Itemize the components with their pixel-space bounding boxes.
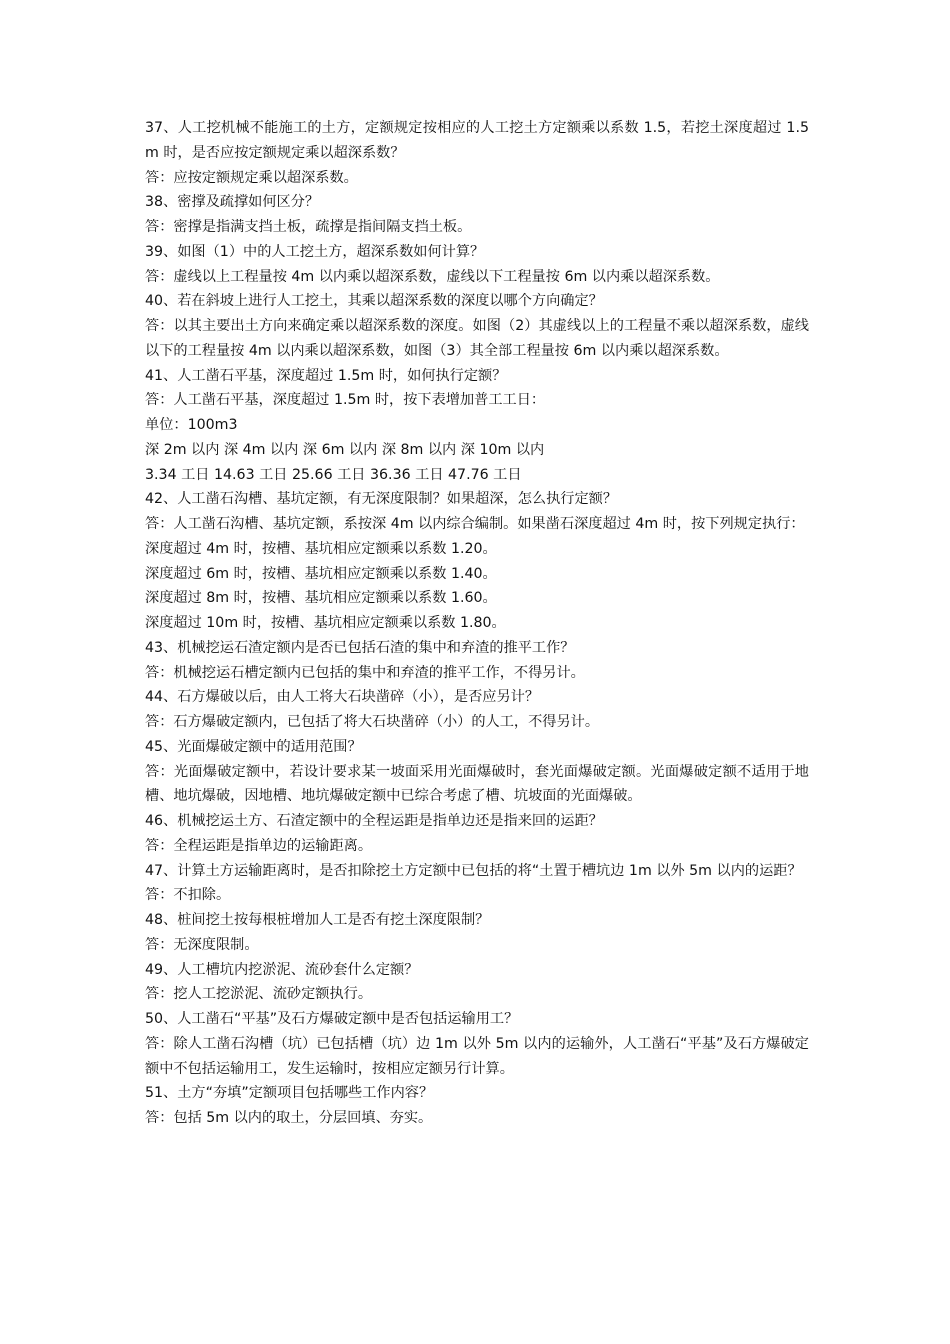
document-line: 45、光面爆破定额中的适用范围？ [145, 738, 362, 755]
document-line: 深度超过 10m 时，按槽、基坑相应定额乘以系数 1.80。 [145, 615, 506, 631]
document-line: 答：人工凿石平基，深度超过 1.5m 时，按下表增加普工工日： [145, 392, 546, 409]
document-line: 3.34 工日 14.63 工日 25.66 工日 36.36 工日 47.76 工日 [145, 466, 522, 483]
document-line: 深 2m 以内 深 4m 以内 深 6m 以内 深 8m 以内 深 10m 以内 [145, 441, 545, 458]
document-line: 答：全程运距是指单边的运输距离。 [145, 837, 373, 854]
document-line: 答：虚线以上工程量按 4m 以内乘以超深系数，虚线以下工程量按 6m 以内乘以超深系数。 [145, 268, 720, 285]
document-line: 答：不扣除。 [145, 887, 231, 904]
document-line: 44、石方爆破以后，由人工将大石块凿碎（小），是否应另计？ [145, 689, 540, 706]
document-line: 答：以其主要出土方向来确定乘以超深系数的深度。如图（2）其虚线以上的工程量不乘以超深系数，虚线以下的工程量按 4m 以内乘以超深系数，如图（3）其全部工程量按 6m 以内乘以超深系数。 [145, 318, 809, 359]
document-line: 49、人工槽坑内挖淤泥、流砂套什么定额？ [145, 961, 419, 978]
document-line: 50、人工凿石“平基”及石方爆破定额中是否包括运输用工？ [145, 1011, 519, 1027]
document-line: 37、人工挖机械不能施工的土方，定额规定按相应的人工挖土方定额乘以系数 1.5，若挖土深度超过 1.5m 时，是否应按定额规定乘以超深系数？ [145, 120, 809, 161]
document-line: 40、若在斜坡上进行人工挖土，其乘以超深系数的深度以哪个方向确定？ [145, 293, 603, 310]
document-line: 39、如图（1）中的人工挖土方，超深系数如何计算？ [145, 243, 485, 260]
document-line: 41、人工凿石平基，深度超过 1.5m 时，如何执行定额？ [145, 367, 507, 384]
document-line: 答：光面爆破定额中，若设计要求某一坡面采用光面爆破时，套光面爆破定额。光面爆破定额不适用于地槽、地坑爆破，因地槽、地坑爆破定额中已综合考虑了槽、坑坡面的光面爆破。 [145, 763, 809, 805]
document-line: 答：包括 5m 以内的取土，分层回填、夯实。 [145, 1110, 433, 1126]
document-line: 42、人工凿石沟槽、基坑定额，有无深度限制？如果超深，怎么执行定额？ [145, 491, 618, 508]
document-line: 答：无深度限制。 [145, 936, 259, 953]
document-line: 答：挖人工挖淤泥、流砂定额执行。 [145, 986, 373, 1003]
document-line: 51、土方“夯填”定额项目包括哪些工作内容？ [145, 1085, 434, 1102]
document-line: 38、密撑及疏撑如何区分？ [145, 194, 320, 211]
document-line: 答：人工凿石沟槽、基坑定额，系按深 4m 以内综合编制。如果凿石深度超过 4m 时，按下列规定执行： [145, 516, 805, 532]
document-line: 43、机械挖运石渣定额内是否已包括石渣的集中和弃渣的推平工作？ [145, 639, 575, 656]
document-line: 48、桩间挖土按每根桩增加人工是否有挖土深度限制？ [145, 912, 490, 928]
document-body [145, 116, 809, 1131]
document-line: 答：机械挖运石槽定额内已包括的集中和弃渣的推平工作，不得另计。 [145, 664, 585, 681]
document-line: 答：除人工凿石沟槽（坑）已包括槽（坑）边 1m 以外 5m 以内的运输外，人工凿石“平基”及石方爆破定额中不包括运输用工，发生运输时，按相应定额另行计算。 [145, 1035, 809, 1077]
document-line: 深度超过 6m 时，按槽、基坑相应定额乘以系数 1.40。 [145, 565, 497, 582]
document-line: 46、机械挖运土方、石渣定额中的全程运距是指单边还是指来回的运距？ [145, 813, 603, 829]
document-line: 答：石方爆破定额内，已包括了将大石块凿碎（小）的人工，不得另计。 [145, 714, 600, 730]
document-line: 47、计算土方运输距离时，是否扣除挖土方定额中已包括的将“土置于槽坑边 1m 以外 5m 以内的运距？ [145, 862, 802, 879]
document-line: 深度超过 4m 时，按槽、基坑相应定额乘以系数 1.20。 [145, 540, 497, 557]
document-line: 单位：100m3 [145, 417, 238, 433]
document-line: 答：应按定额规定乘以超深系数。 [145, 169, 358, 186]
document-line: 深度超过 8m 时，按槽、基坑相应定额乘以系数 1.60。 [145, 590, 497, 607]
document-line: 答：密撑是指满支挡土板，疏撑是指间隔支挡土板。 [145, 219, 472, 235]
